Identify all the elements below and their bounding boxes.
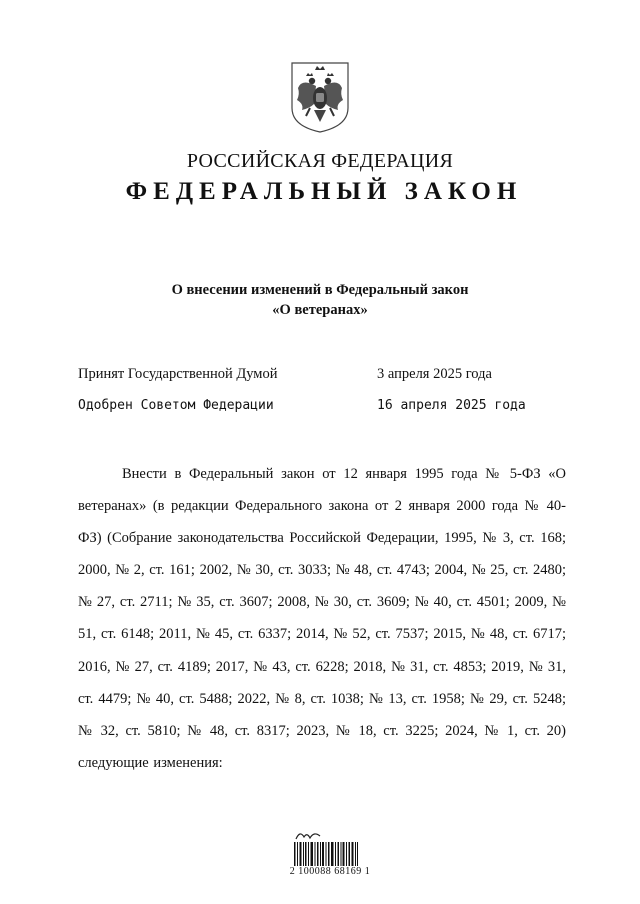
eagle-icon [288,60,352,134]
document-footer [280,828,380,888]
law-body-paragraph: Внести в Федеральный закон от 12 января 1995 года № 5-ФЗ «О ветеранах» (в редакции Федерального закона от 2 января 2000 года № 40-ФЗ) (Собрание законодательства Российской Федерации, 1995, № 3, ст. 168; 2000, № 2, ст. 161; 2002, № 30, ст. 3033; № 48, ст. 4743; 2004, № 25, ст. 2480; № 27, ст. 2711; № 35, ст. 3607; 2008, № 30, ст. 3609; № 40, ст. 4501; 2009, № 51, ст. 6148; 2011, № 45, ст. 6337; 2014, № 52, ст. 7537; 2015, № 48, ст. 6717; 2016, № 27, ст. 4189; 2017, № 43, ст. 6228; 2018, № 31, ст. 4853; 2019, № 31, ст. 4479; № 40, ст. 5488; 2022, № 8, ст. 1038; № 13, ст. 1958; № 29, ст. 5248; № 32, ст. 5810; № 48, ст. 8317; 2023, № 18, ст. 3225; 2024, № 1, ст. 20) следующие изменения: [78,466,566,771]
adopted-by-duma-label: Принят Государственной Думой [78,366,278,382]
approved-by-council-date: 16 апреля 2025 года [377,398,526,413]
approved-by-council-label: Одобрен Советом Федерации [78,398,274,413]
country-name: РОССИЙСКАЯ ФЕДЕРАЦИЯ [186,150,454,172]
barcode-icon [294,842,358,866]
document-type: ФЕДЕРАЛЬНЫЙ ЗАКОН [125,178,523,205]
coat-of-arms-emblem [288,60,352,134]
law-title-line-1: О внесении изменений в Федеральный закон [171,282,469,298]
adopted-by-duma-date: 3 апреля 2025 года [377,366,492,382]
law-title [0,280,640,320]
signature-mark-icon [294,828,324,842]
barcode-number: 2 100088 68169 1 [289,866,371,877]
law-title-line-2: «О ветеранах» [272,302,368,318]
